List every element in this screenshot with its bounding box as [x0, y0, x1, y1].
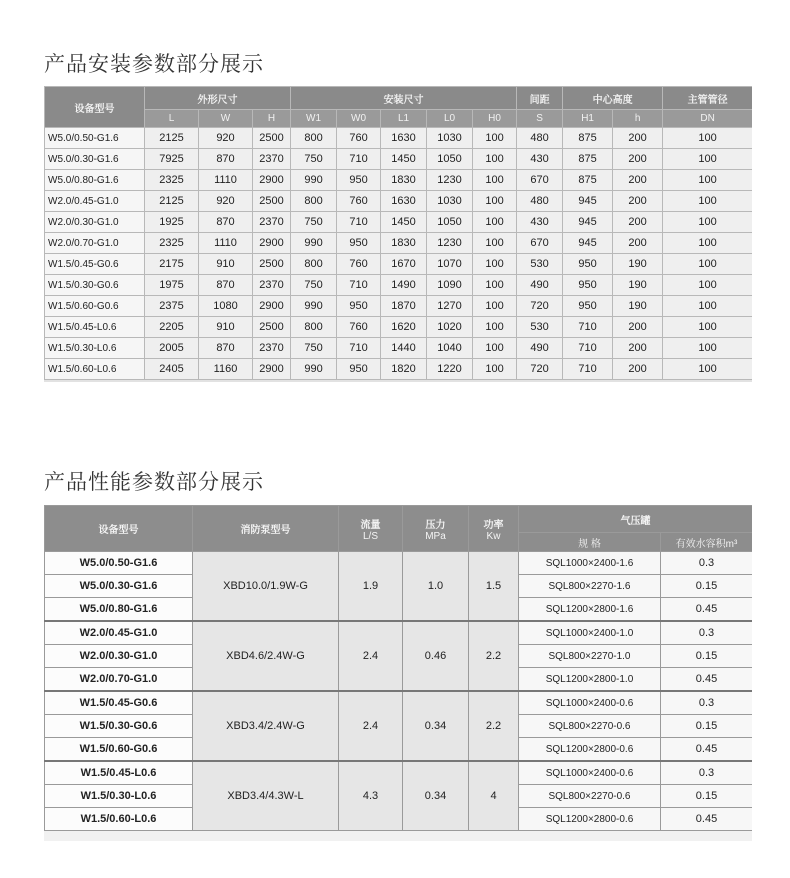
value-cell: 200	[613, 191, 663, 212]
model-cell: W1.5/0.60-L0.6	[45, 808, 193, 831]
header-pressure-tank: 气压罐	[519, 506, 753, 533]
subheader-cell: L1	[381, 110, 427, 128]
tank-spec-cell: SQL800×2270-1.6	[519, 575, 661, 598]
value-cell: 1870	[381, 296, 427, 317]
value-cell: 100	[663, 212, 752, 233]
value-cell: 2325	[145, 233, 199, 254]
value-cell: 100	[473, 359, 517, 380]
model-cell: W5.0/0.80-G1.6	[45, 170, 145, 191]
value-cell: 2125	[145, 128, 199, 149]
value-cell: 1020	[427, 317, 473, 338]
value-cell: 1630	[381, 191, 427, 212]
value-cell: 1230	[427, 170, 473, 191]
header-pump-model: 消防泵型号	[193, 506, 339, 552]
value-cell: 1925	[145, 212, 199, 233]
model-cell: W1.5/0.45-G0.6	[45, 691, 193, 715]
value-cell: 710	[337, 338, 381, 359]
value-cell: 1110	[199, 233, 253, 254]
value-cell: 750	[291, 149, 337, 170]
value-cell: 100	[473, 338, 517, 359]
value-cell: 870	[199, 275, 253, 296]
tank-volume-cell: 0.45	[661, 808, 753, 831]
flow-cell: 1.9	[339, 552, 403, 622]
flow-cell: 2.4	[339, 691, 403, 761]
pump-cell: XBD3.4/2.4W-G	[193, 691, 339, 761]
performance-params-title: 产品性能参数部分展示	[44, 470, 264, 494]
value-cell: 100	[663, 191, 752, 212]
value-cell: 710	[337, 149, 381, 170]
value-cell: 2900	[253, 359, 291, 380]
value-cell: 1070	[427, 254, 473, 275]
model-cell: W2.0/0.70-G1.0	[45, 233, 145, 254]
value-cell: 190	[613, 296, 663, 317]
header-install-size: 安装尺寸	[291, 87, 517, 110]
performance-params-table-container	[44, 505, 752, 841]
model-cell: W1.5/0.60-L0.6	[45, 359, 145, 380]
value-cell: 670	[517, 170, 563, 191]
header-flow-label: 流量	[360, 519, 381, 531]
tank-volume-cell: 0.15	[661, 645, 753, 668]
tank-spec-cell: SQL1200×2800-1.6	[519, 598, 661, 622]
table-row	[45, 191, 753, 212]
tank-volume-cell: 0.15	[661, 715, 753, 738]
value-cell: 100	[663, 338, 752, 359]
value-cell: 1450	[381, 212, 427, 233]
power-cell: 4	[469, 761, 519, 831]
flow-cell: 2.4	[339, 621, 403, 691]
value-cell: 1630	[381, 128, 427, 149]
tank-volume-cell: 0.15	[661, 785, 753, 808]
value-cell: 2125	[145, 191, 199, 212]
tank-volume-cell: 0.3	[661, 691, 753, 715]
tank-volume-cell: 0.45	[661, 668, 753, 692]
subheader-cell: L0	[427, 110, 473, 128]
value-cell: 990	[291, 296, 337, 317]
value-cell: 800	[291, 128, 337, 149]
header-center-height: 中心高度	[563, 87, 663, 110]
table-row	[45, 621, 753, 645]
value-cell: 1490	[381, 275, 427, 296]
value-cell: 2370	[253, 338, 291, 359]
value-cell: 950	[337, 233, 381, 254]
install-params-table-container	[44, 86, 752, 382]
model-cell: W1.5/0.60-G0.6	[45, 296, 145, 317]
value-cell: 710	[337, 275, 381, 296]
value-cell: 530	[517, 254, 563, 275]
subheader-cell: h	[613, 110, 663, 128]
value-cell: 910	[199, 317, 253, 338]
table-row	[45, 212, 753, 233]
value-cell: 100	[473, 149, 517, 170]
value-cell: 945	[563, 191, 613, 212]
value-cell: 720	[517, 359, 563, 380]
value-cell: 430	[517, 149, 563, 170]
header-model: 设备型号	[45, 87, 145, 128]
value-cell: 670	[517, 233, 563, 254]
pressure-cell: 1.0	[403, 552, 469, 622]
value-cell: 750	[291, 338, 337, 359]
value-cell: 875	[563, 149, 613, 170]
pressure-cell: 0.34	[403, 761, 469, 831]
flow-cell: 4.3	[339, 761, 403, 831]
value-cell: 100	[663, 149, 752, 170]
table-row	[45, 128, 753, 149]
model-cell: W1.5/0.45-L0.6	[45, 761, 193, 785]
header-power-label: 功率	[483, 519, 504, 531]
pump-cell: XBD3.4/4.3W-L	[193, 761, 339, 831]
value-cell: 200	[613, 149, 663, 170]
table-row	[45, 552, 753, 575]
value-cell: 7925	[145, 149, 199, 170]
header-power-unit: Kw	[486, 530, 501, 542]
value-cell: 1220	[427, 359, 473, 380]
value-cell: 2500	[253, 128, 291, 149]
table-row	[45, 761, 753, 785]
model-cell: W2.0/0.45-G1.0	[45, 621, 193, 645]
header-flow	[339, 506, 403, 552]
value-cell: 1230	[427, 233, 473, 254]
value-cell: 1160	[199, 359, 253, 380]
header-tank-volume: 有效水容积m³	[661, 533, 753, 552]
value-cell: 2370	[253, 149, 291, 170]
table-row	[45, 338, 753, 359]
model-cell: W1.5/0.30-L0.6	[45, 338, 145, 359]
value-cell: 490	[517, 338, 563, 359]
value-cell: 2370	[253, 212, 291, 233]
value-cell: 100	[473, 317, 517, 338]
tank-spec-cell: SQL800×2270-1.0	[519, 645, 661, 668]
tank-spec-cell: SQL1200×2800-0.6	[519, 808, 661, 831]
pump-cell: XBD10.0/1.9W-G	[193, 552, 339, 622]
tank-spec-cell: SQL1000×2400-0.6	[519, 691, 661, 715]
pump-cell: XBD4.6/2.4W-G	[193, 621, 339, 691]
header-model: 设备型号	[45, 506, 193, 552]
table-row	[45, 170, 753, 191]
value-cell: 945	[563, 233, 613, 254]
value-cell: 100	[473, 212, 517, 233]
value-cell: 1110	[199, 170, 253, 191]
value-cell: 800	[291, 317, 337, 338]
value-cell: 990	[291, 170, 337, 191]
value-cell: 870	[199, 149, 253, 170]
tank-volume-cell: 0.3	[661, 761, 753, 785]
header-power	[469, 506, 519, 552]
value-cell: 480	[517, 128, 563, 149]
subheader-cell: H1	[563, 110, 613, 128]
value-cell: 100	[663, 170, 752, 191]
value-cell: 2405	[145, 359, 199, 380]
tank-spec-cell: SQL1000×2400-0.6	[519, 761, 661, 785]
tank-volume-cell: 0.45	[661, 598, 753, 622]
value-cell: 100	[663, 128, 752, 149]
value-cell: 920	[199, 128, 253, 149]
value-cell: 530	[517, 317, 563, 338]
value-cell: 1830	[381, 233, 427, 254]
value-cell: 760	[337, 128, 381, 149]
model-cell: W5.0/0.50-G1.6	[45, 128, 145, 149]
value-cell: 800	[291, 191, 337, 212]
value-cell: 200	[613, 170, 663, 191]
value-cell: 2900	[253, 233, 291, 254]
value-cell: 1090	[427, 275, 473, 296]
model-cell: W5.0/0.50-G1.6	[45, 552, 193, 575]
power-cell: 2.2	[469, 621, 519, 691]
value-cell: 1050	[427, 149, 473, 170]
value-cell: 100	[663, 275, 752, 296]
value-cell: 100	[663, 296, 752, 317]
value-cell: 430	[517, 212, 563, 233]
model-cell: W1.5/0.45-L0.6	[45, 317, 145, 338]
value-cell: 100	[473, 191, 517, 212]
value-cell: 200	[613, 359, 663, 380]
header-pressure-unit: MPa	[425, 530, 446, 542]
value-cell: 2900	[253, 170, 291, 191]
value-cell: 720	[517, 296, 563, 317]
value-cell: 1080	[199, 296, 253, 317]
tank-spec-cell: SQL1200×2800-1.0	[519, 668, 661, 692]
pressure-cell: 0.46	[403, 621, 469, 691]
value-cell: 710	[563, 359, 613, 380]
subheader-cell: H	[253, 110, 291, 128]
subheader-cell: W	[199, 110, 253, 128]
tank-volume-cell: 0.15	[661, 575, 753, 598]
value-cell: 100	[663, 233, 752, 254]
value-cell: 760	[337, 191, 381, 212]
value-cell: 870	[199, 338, 253, 359]
value-cell: 950	[337, 170, 381, 191]
header-pressure-label: 压力	[425, 519, 446, 531]
value-cell: 870	[199, 212, 253, 233]
tank-volume-cell: 0.3	[661, 552, 753, 575]
value-cell: 1670	[381, 254, 427, 275]
value-cell: 950	[337, 359, 381, 380]
value-cell: 950	[563, 296, 613, 317]
value-cell: 100	[473, 128, 517, 149]
value-cell: 200	[613, 233, 663, 254]
power-cell: 2.2	[469, 691, 519, 761]
value-cell: 1440	[381, 338, 427, 359]
value-cell: 950	[563, 275, 613, 296]
value-cell: 1450	[381, 149, 427, 170]
tank-spec-cell: SQL800×2270-0.6	[519, 715, 661, 738]
value-cell: 1030	[427, 128, 473, 149]
tank-volume-cell: 0.45	[661, 738, 753, 762]
table-row	[45, 149, 753, 170]
value-cell: 200	[613, 338, 663, 359]
table-row	[45, 296, 753, 317]
value-cell: 200	[613, 212, 663, 233]
table-row	[45, 275, 753, 296]
tank-spec-cell: SQL1200×2800-0.6	[519, 738, 661, 762]
value-cell: 490	[517, 275, 563, 296]
subheader-cell: W0	[337, 110, 381, 128]
value-cell: 200	[613, 128, 663, 149]
value-cell: 875	[563, 128, 613, 149]
value-cell: 100	[663, 359, 752, 380]
model-cell: W1.5/0.30-G0.6	[45, 275, 145, 296]
header-main-pipe: 主管管径	[663, 87, 752, 110]
value-cell: 800	[291, 254, 337, 275]
model-cell: W1.5/0.45-G0.6	[45, 254, 145, 275]
table-row	[45, 233, 753, 254]
value-cell: 1270	[427, 296, 473, 317]
subheader-cell: W1	[291, 110, 337, 128]
value-cell: 910	[199, 254, 253, 275]
model-cell: W1.5/0.60-G0.6	[45, 738, 193, 762]
value-cell: 100	[473, 233, 517, 254]
value-cell: 710	[337, 212, 381, 233]
value-cell: 990	[291, 359, 337, 380]
tank-volume-cell: 0.3	[661, 621, 753, 645]
model-cell: W5.0/0.80-G1.6	[45, 598, 193, 622]
value-cell: 2370	[253, 275, 291, 296]
value-cell: 1820	[381, 359, 427, 380]
value-cell: 2205	[145, 317, 199, 338]
model-cell: W5.0/0.30-G1.6	[45, 575, 193, 598]
value-cell: 950	[563, 254, 613, 275]
value-cell: 990	[291, 233, 337, 254]
value-cell: 1050	[427, 212, 473, 233]
model-cell: W2.0/0.70-G1.0	[45, 668, 193, 692]
value-cell: 750	[291, 212, 337, 233]
table-row	[45, 254, 753, 275]
value-cell: 200	[613, 317, 663, 338]
header-pressure	[403, 506, 469, 552]
header-spacing: 间距	[517, 87, 563, 110]
value-cell: 100	[473, 275, 517, 296]
model-cell: W5.0/0.30-G1.6	[45, 149, 145, 170]
value-cell: 2500	[253, 317, 291, 338]
model-cell: W2.0/0.45-G1.0	[45, 191, 145, 212]
value-cell: 480	[517, 191, 563, 212]
value-cell: 945	[563, 212, 613, 233]
value-cell: 2500	[253, 254, 291, 275]
value-cell: 190	[613, 254, 663, 275]
value-cell: 750	[291, 275, 337, 296]
tank-spec-cell: SQL1000×2400-1.0	[519, 621, 661, 645]
subheader-cell: DN	[663, 110, 752, 128]
value-cell: 2500	[253, 191, 291, 212]
value-cell: 2900	[253, 296, 291, 317]
value-cell: 710	[563, 338, 613, 359]
model-cell: W1.5/0.30-G0.6	[45, 715, 193, 738]
subheader-cell: S	[517, 110, 563, 128]
header-tank-spec: 规 格	[519, 533, 661, 552]
value-cell: 1030	[427, 191, 473, 212]
value-cell: 1620	[381, 317, 427, 338]
header-flow-unit: L/S	[362, 530, 378, 542]
value-cell: 100	[663, 254, 752, 275]
model-cell: W1.5/0.30-L0.6	[45, 785, 193, 808]
install-params-table	[44, 86, 752, 380]
value-cell: 100	[663, 317, 752, 338]
power-cell: 1.5	[469, 552, 519, 622]
tank-spec-cell: SQL800×2270-0.6	[519, 785, 661, 808]
value-cell: 190	[613, 275, 663, 296]
value-cell: 2005	[145, 338, 199, 359]
value-cell: 710	[563, 317, 613, 338]
tank-spec-cell: SQL1000×2400-1.6	[519, 552, 661, 575]
value-cell: 950	[337, 296, 381, 317]
subheader-cell: H0	[473, 110, 517, 128]
header-outline-size: 外形尺寸	[145, 87, 291, 110]
value-cell: 760	[337, 254, 381, 275]
value-cell: 1975	[145, 275, 199, 296]
install-params-title: 产品安装参数部分展示	[44, 52, 264, 76]
value-cell: 760	[337, 317, 381, 338]
table-row	[45, 691, 753, 715]
value-cell: 2375	[145, 296, 199, 317]
value-cell: 2175	[145, 254, 199, 275]
table-row	[45, 317, 753, 338]
value-cell: 2325	[145, 170, 199, 191]
model-cell: W2.0/0.30-G1.0	[45, 212, 145, 233]
value-cell: 100	[473, 170, 517, 191]
table-row	[45, 359, 753, 380]
value-cell: 1040	[427, 338, 473, 359]
value-cell: 875	[563, 170, 613, 191]
subheader-cell: L	[145, 110, 199, 128]
value-cell: 100	[473, 296, 517, 317]
performance-params-table	[44, 505, 752, 831]
value-cell: 100	[473, 254, 517, 275]
model-cell: W2.0/0.30-G1.0	[45, 645, 193, 668]
pressure-cell: 0.34	[403, 691, 469, 761]
value-cell: 1830	[381, 170, 427, 191]
value-cell: 920	[199, 191, 253, 212]
